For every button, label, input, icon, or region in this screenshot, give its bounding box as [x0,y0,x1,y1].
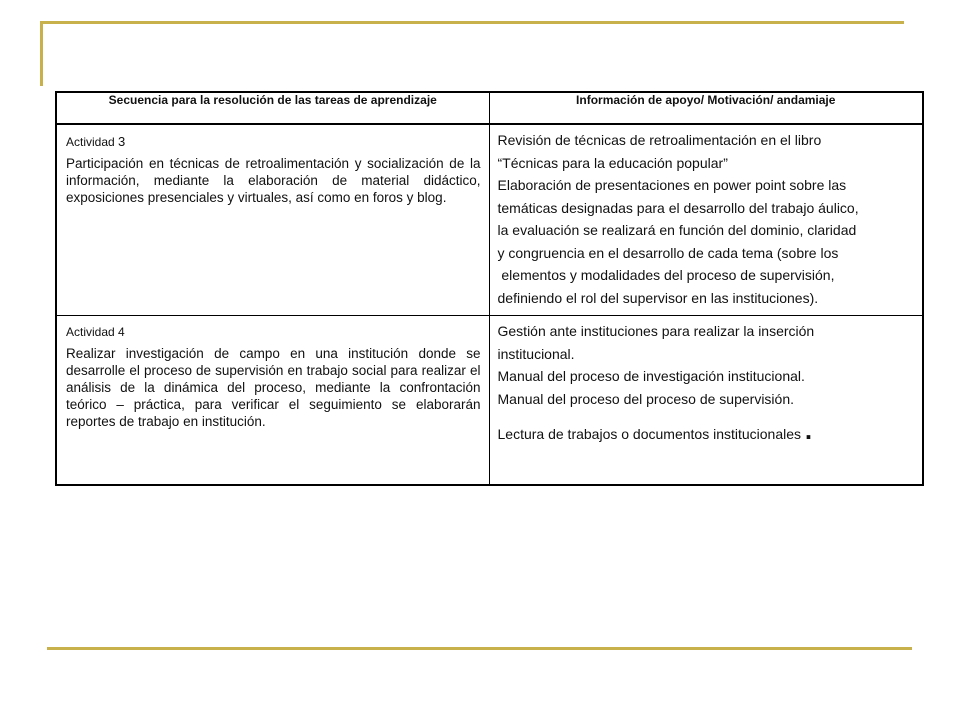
activity-label [66,325,481,339]
activity-cell [56,316,489,486]
support-line: y congruencia en el desarrollo de cada tema (sobre los [497,244,839,261]
support-final-text: Lectura de trabajos o documentos institucionales [497,426,805,442]
support-final-dot: . [804,415,813,445]
support-line: la evaluación se realizará en función del dominio, claridad [497,222,857,238]
activity-number: 4 [118,325,125,339]
support-cell [489,316,923,486]
support-line: Revisión de técnicas de retroalimentación en el libro [497,132,822,148]
activity-description: Realizar investigación de campo en una institución donde se desarrolle el proceso de supervisión en trabajo social para realizar el análisis de la dinámica del proceso, mediante la confrontación teórico – práctica, para verificar el seguimiento se elaborarán reportes de trabajo en institución. [66,346,481,429]
header-sequence: Secuencia para la resolución de las tareas de aprendizaje [56,92,489,124]
activity-number: 3 [118,134,126,149]
activity-cell [56,124,489,316]
support-line: Elaboración de presentaciones en power point sobre las [497,177,847,193]
table-row [56,316,923,486]
activity-label-text: Actividad [66,325,119,339]
activity-label [66,134,481,149]
support-line: Manual del proceso de investigación institucional. [497,368,805,384]
table-row [56,124,923,316]
decorative-left-line [40,21,43,86]
table-header-row [56,92,923,124]
support-line: definiendo el rol del supervisor en las instituciones). [497,289,819,306]
support-cell [489,124,923,316]
decorative-top-line [40,21,904,24]
support-line: institucional. [497,345,575,362]
support-line: Gestión ante instituciones para realizar la inserción [497,323,815,339]
activities-table [55,91,924,486]
support-final-line [497,415,915,446]
activity-label-text: Actividad [66,135,119,149]
activity-description: Participación en técnicas de retroalimentación y socialización de la información, mediante la elaboración de material didáctico, exposiciones presenciales y virtuales, así como en foros y blog. [66,156,481,205]
support-line: Manual del proceso del proceso de supervisión. [497,390,795,407]
decorative-bottom-line [47,647,912,650]
support-line: elementos y modalidades del proceso de supervisión, [497,267,835,283]
support-line: temáticas designadas para el desarrollo del trabajo áulico, [497,199,859,216]
header-support: Información de apoyo/ Motivación/ andamiaje [489,92,923,124]
support-line: “Técnicas para la educación popular” [497,154,728,171]
